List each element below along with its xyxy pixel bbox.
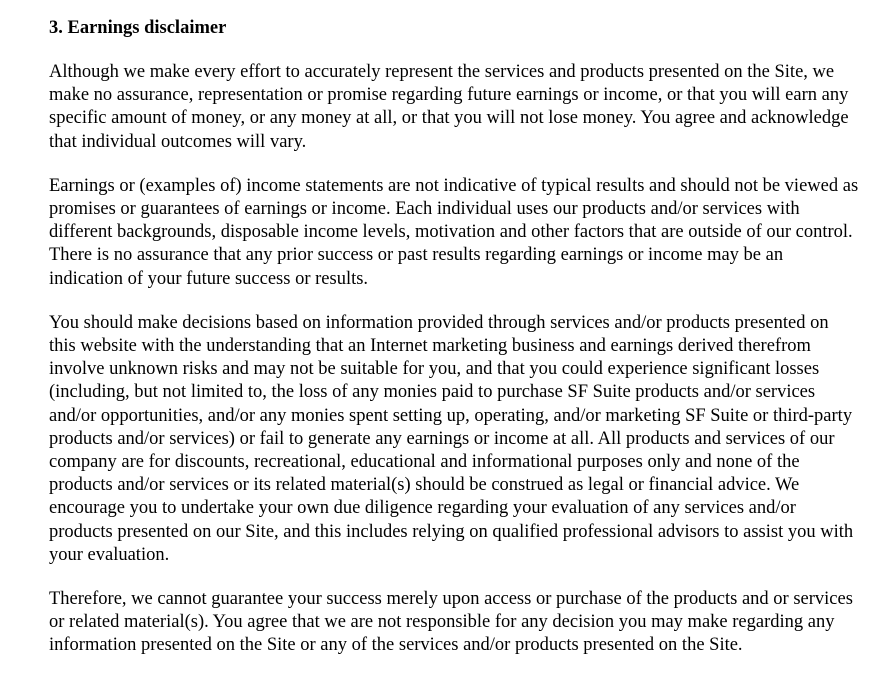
- earnings-disclaimer-section: [49, 14, 859, 679]
- paragraph-4: Therefore, we cannot guarantee your success merely upon access or purchase of the products and or services or related material(s). You agree that we are not responsible for any decision you may make regarding any information presented on the Site or any of the services and/or products presented on the Site.: [49, 589, 853, 656]
- section-heading: 3. Earnings disclaimer: [49, 18, 227, 38]
- paragraph-2: Earnings or (examples of) income statements are not indicative of typical results and should not be viewed as promises or guarantees of earnings or income. Each individual uses our products and/or services with different backgrounds, disposable income levels, motivation and other factors that are outside of our control. There is no assurance that any prior success or past results regarding earnings or income may be an indication of your future success or results.: [49, 175, 859, 289]
- paragraph-1: Although we make every effort to accurately represent the services and products presented on the Site, we make no assurance, representation or promise regarding future earnings or income, or that you will earn any specific amount of money, or any money at all, or that you will not lose money. You agree and acknowledge that individual outcomes will vary.: [49, 62, 849, 152]
- paragraph-3: You should make decisions based on information provided through services and/or products presented on this website with the understanding that an Internet marketing business and earnings derived therefrom involve unknown risks and may not be suitable for you, and that you could experience significant losses (including, but not limited to, the loss of any monies paid to purchase SF Suite products and/or services and/or opportunities, and/or any monies spent setting up, operating, and/or marketing SF Suite or third-party products and/or services) or fail to generate any earnings or income at all. All products and services of our company are for discounts, recreational, educational and informational purposes only and none of the products and/or services or its related material(s) should be construed as legal or financial advice. We encourage you to undertake your own due diligence regarding your evaluation of any services and/or products presented on our Site, and this includes relying on qualified professional advisors to assist you with your evaluation.: [49, 312, 854, 565]
